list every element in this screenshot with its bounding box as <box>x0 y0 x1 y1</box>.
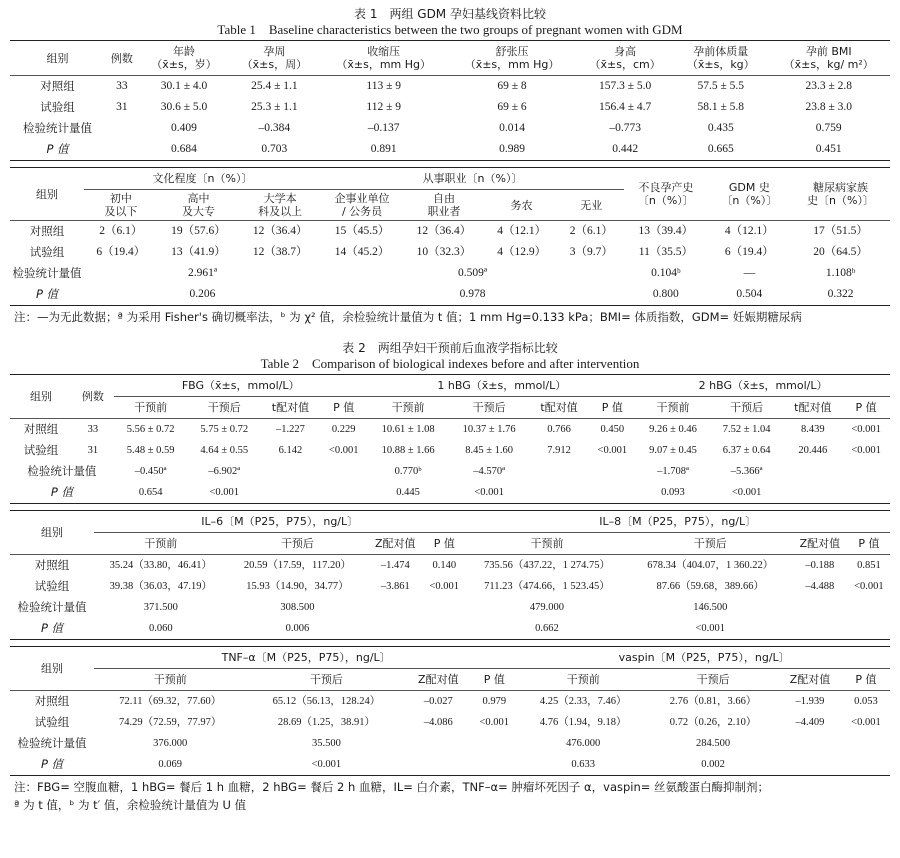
t2c-cell: 对照组 <box>34 694 70 708</box>
t1b-sub-cell: 大学本 科及以上 <box>258 192 303 218</box>
t2b-cell: 对照组 <box>34 558 70 572</box>
t1a-cell: 23.8 ± 3.0 <box>805 101 853 113</box>
table2b-body <box>10 555 890 598</box>
t1b-cell: 12（36.4） <box>416 225 472 237</box>
t2a-cell: 0.450 <box>600 424 625 435</box>
t1b-p-edu: 0.206 <box>189 288 216 300</box>
t2a-cell: 10.88 ± 1.66 <box>381 445 435 456</box>
t2a-stat-label: 检验统计量值 <box>27 464 97 478</box>
t2a-stat-row <box>10 461 890 482</box>
t2b-subheader-cell: Z配对值 <box>374 537 416 550</box>
t2a-cell: <0.001 <box>851 445 881 456</box>
t2c-stat-cell: 476.000 <box>566 738 601 749</box>
t2a-cell: 6.142 <box>278 445 303 456</box>
t2a-cell: 8.45 ± 1.60 <box>465 445 514 456</box>
t2b-p-cell: 0.060 <box>148 623 173 634</box>
t2b-cell: <0.001 <box>429 581 460 592</box>
t2b-subheader-cell: Z配对值 <box>799 537 841 550</box>
t2b-subheader-cell: 干预后 <box>280 537 314 550</box>
t1b-cell: 13（41.9） <box>171 246 226 258</box>
t2b-p-label: P 值 <box>40 621 64 635</box>
t1a-cell: 113 ± 9 <box>366 80 402 92</box>
t1b-p-job: 0.978 <box>459 288 486 300</box>
t1a-cell: 25.3 ± 1.1 <box>251 101 298 113</box>
t2a-group-header: 组别 <box>29 390 52 403</box>
t1b-cell: 2（6.1） <box>569 225 613 237</box>
t2a-row <box>10 440 890 461</box>
t2a-subheader-cell: 干预后 <box>472 401 506 414</box>
t1b-gdm-header: GDM 史 〔n（%）〕 <box>721 181 778 207</box>
t1b-education-header: 文化程度〔n（%）〕 <box>84 168 321 190</box>
t1a-header-cell: 年龄 （x̄±s，岁） <box>151 45 217 71</box>
t2a-cell: 试验组 <box>23 443 59 457</box>
t1a-cell: –0.137 <box>367 122 400 134</box>
t2a-cell: 7.52 ± 1.04 <box>722 424 771 435</box>
table2-note-line2: ª 为 t 值，ᵇ 为 t′ 值，余检验统计量值为 U 值 <box>14 798 247 812</box>
t2a-p-row <box>10 482 890 504</box>
table2c-body <box>10 691 890 734</box>
t1a-cell: 0.989 <box>499 143 525 155</box>
t2b-cell: <0.001 <box>854 581 884 592</box>
table2-part-a <box>10 374 890 504</box>
t1a-cell <box>105 118 139 139</box>
t1a-cell: 156.4 ± 4.7 <box>598 101 652 113</box>
t2a-cell: 8.439 <box>800 424 825 435</box>
table1a-header-row <box>10 41 890 76</box>
t2b-row <box>10 555 890 577</box>
t2a-cell: 0.766 <box>547 424 571 435</box>
t2c-cell: 72.11（69.32，77.60） <box>119 696 222 707</box>
t2b-row <box>10 576 890 597</box>
t1a-cell: 0.442 <box>612 143 639 155</box>
t2a-p-cell: 0.445 <box>396 487 420 498</box>
t2a-p-cell: <0.001 <box>474 487 504 498</box>
t2c-row <box>10 691 890 713</box>
t1a-cell: P 值 <box>46 142 69 156</box>
t2b-p-cell: 0.662 <box>535 623 559 634</box>
t2c-cell: 0.979 <box>482 696 507 707</box>
t2a-subheader-cell: P 值 <box>333 401 355 414</box>
t1b-sub-cell: 自由 职业者 <box>427 192 461 218</box>
t2a-cell: 31 <box>87 445 99 456</box>
t2a-stat-cell: –5.366ª <box>730 466 763 477</box>
t2a-n-header: 例数 <box>81 390 104 403</box>
t1a-header-cell: 孕前体质量 （x̄±s，kg） <box>686 45 755 71</box>
t2b-stat-row <box>10 597 890 618</box>
t2c-p-cell: 0.069 <box>158 759 183 770</box>
t2b-subheader-cell: P 值 <box>858 537 880 550</box>
t1a-cell: 0.684 <box>171 143 197 155</box>
t2a-cell: <0.001 <box>597 445 628 456</box>
t1a-cell: 157.3 ± 5.0 <box>598 80 652 92</box>
t1b-cell: 4（12.1） <box>497 225 547 237</box>
table1-title <box>0 6 900 38</box>
t2c-subheader-cell: 干预后 <box>696 673 730 686</box>
t2a-stat-cell: –4.570ª <box>473 466 506 477</box>
t1a-cell: 0.435 <box>707 122 734 134</box>
t2c-cell: 4.76（1.94，9.18） <box>539 717 627 728</box>
t1b-cell: 试验组 <box>29 245 65 259</box>
t2b-cell: –3.861 <box>380 581 410 592</box>
t1a-cell: 0.409 <box>171 122 197 134</box>
table2-title-cn: 表 2 两组孕妇干预前后血液学指标比较 <box>342 341 558 355</box>
t1a-row <box>10 76 890 98</box>
t2c-cell: –1.939 <box>795 696 825 707</box>
t1b-stat-family: 1.108ᵇ <box>825 267 856 279</box>
t2c-cell: 试验组 <box>34 715 70 729</box>
t2b-p-cell: <0.001 <box>695 623 726 634</box>
table1-title-en: Table 1 Baseline characteristics between the two groups of pregnant women with GDM <box>217 22 683 37</box>
t2c-stat-cell: 35.500 <box>311 738 341 749</box>
t1a-row <box>10 139 890 161</box>
t2a-stat-cell: –0.450ª <box>134 466 167 477</box>
t1b-cell: 13（39.4） <box>638 225 694 237</box>
t2c-header-row <box>10 647 890 669</box>
t1b-adverse-header: 不良孕产史 〔n（%）〕 <box>637 181 694 207</box>
t2a-cell: 9.07 ± 0.45 <box>649 445 697 456</box>
t2b-stat-label: 检验统计量值 <box>17 600 87 614</box>
t1b-sub-cell: 高中 及大专 <box>181 192 215 218</box>
t1b-cell: 4（12.1） <box>724 225 774 237</box>
t2a-2hbg-header: 2 hBG（x̄±s，mmol/L） <box>636 375 890 397</box>
t1b-occupation-header: 从事职业〔n（%）〕 <box>321 168 624 190</box>
t2c-cell: <0.001 <box>479 717 510 728</box>
t1b-cell: 12（38.7） <box>252 246 308 258</box>
t2a-cell: <0.001 <box>851 424 881 435</box>
t2a-subheader-cell: t配对值 <box>271 401 310 414</box>
t2b-cell: 35.24（33.80，46.41） <box>109 560 212 571</box>
t2b-subheader-cell: 干预前 <box>144 537 178 550</box>
t1b-sub-cell: 企事业单位 / 公务员 <box>334 192 390 218</box>
t2b-cell: 20.59（17.59，117.20） <box>243 560 352 571</box>
t1a-header-cell: 身高 （x̄±s，cm） <box>589 45 661 71</box>
t1b-row <box>10 221 890 243</box>
t1b-cell: 6（19.4） <box>96 246 146 258</box>
t1b-cell: 15（45.5） <box>334 225 390 237</box>
t1a-cell: 30.1 ± 4.0 <box>160 80 208 92</box>
t2a-cell: <0.001 <box>328 445 359 456</box>
t2a-cell: –1.227 <box>276 424 305 435</box>
t2c-stat-label: 检验统计量值 <box>17 736 87 750</box>
t2b-subheader-cell: P 值 <box>433 537 455 550</box>
t2b-cell: –0.188 <box>805 560 835 571</box>
table1b-body <box>10 221 890 264</box>
t2c-cell: 74.29（72.59，77.97） <box>119 717 222 728</box>
t2b-cell: 735.56（437.22，1 274.75） <box>483 560 610 571</box>
t2a-subheader-cell: 干预后 <box>207 401 241 414</box>
t2c-stat-row <box>10 733 890 754</box>
t1a-cell: 对照组 <box>40 79 75 93</box>
t2c-cell: 28.69（1.25，38.91） <box>277 717 375 728</box>
t2c-group-header: 组别 <box>41 662 63 675</box>
t2a-p-cell: <0.001 <box>731 487 762 498</box>
t2c-subheader-cell: 干预前 <box>566 673 600 686</box>
t1a-cell: 33 <box>116 80 128 92</box>
t1b-sub-cell: 初中 及以下 <box>104 192 138 218</box>
t1a-cell: 31 <box>116 101 128 113</box>
t2b-stat-cell: 308.500 <box>280 602 315 613</box>
table2-note-line1: 注：FBG= 空腹血糖，1 hBG= 餐后 1 h 血糖，2 hBG= 餐后 2 h 血糖，IL= 白介素，TNF–α= 肿瘤坏死因子 α，vaspin= 丝氨酸蛋白酶抑制剂； <box>14 780 770 794</box>
t2a-subheader-cell: P 值 <box>855 401 877 414</box>
t1b-cell: 14（45.2） <box>334 246 390 258</box>
t1a-cell: 23.3 ± 2.8 <box>805 80 853 92</box>
t2b-cell: 0.851 <box>857 560 881 571</box>
t2a-subheader-cell: 干预后 <box>730 401 764 414</box>
t2a-cell: 5.48 ± 0.59 <box>126 445 175 456</box>
t2c-p-label: P 值 <box>40 757 64 771</box>
t1b-cell: 2（6.1） <box>99 225 143 237</box>
t2a-subheader-cell: 干预前 <box>391 401 425 414</box>
t2c-cell: <0.001 <box>851 717 881 728</box>
t2b-header-row <box>10 511 890 533</box>
t2b-cell: 711.23（474.66，1 523.45） <box>484 581 610 592</box>
table1b-header-row <box>10 168 890 190</box>
t2b-il8-header: IL–8〔M（P25，P75），ng/L〕 <box>465 511 890 533</box>
t2c-cell: 0.72（0.26，2.10） <box>669 717 757 728</box>
t2c-stat-cell: 284.500 <box>696 738 731 749</box>
t2a-stat-cell: 0.770ᵇ <box>394 466 422 477</box>
t1a-cell: –0.384 <box>258 122 291 134</box>
t2b-cell: –4.488 <box>805 581 835 592</box>
t1b-cell: 11（35.5） <box>638 246 693 258</box>
t2b-subheader-row <box>10 533 890 555</box>
t1b-cell: 19（57.6） <box>171 225 226 237</box>
t2c-tnf-header: TNF–α〔M（P25，P75），ng/L〕 <box>94 647 518 669</box>
t2b-subheader-cell: 干预前 <box>530 537 564 550</box>
t2c-cell: –0.027 <box>423 696 453 707</box>
t2a-cell: 10.37 ± 1.76 <box>462 424 516 435</box>
t1b-p-row <box>10 284 890 306</box>
t2b-il6-header: IL–6〔M（P25，P75），ng/L〕 <box>94 511 465 533</box>
t2a-subheader-cell: 干预前 <box>656 401 690 414</box>
t2a-cell: 0.229 <box>331 424 356 435</box>
t2c-subheader-row <box>10 669 890 691</box>
t2b-subheader-cell: 干预后 <box>693 537 727 550</box>
t1a-cell: 0.451 <box>815 143 842 155</box>
t1a-row <box>10 97 890 118</box>
t2a-subheader-cell: 干预前 <box>134 401 168 414</box>
t1b-cell: 3（9.7） <box>569 246 613 258</box>
t2a-cell: 5.75 ± 0.72 <box>200 424 249 435</box>
t1a-cell <box>105 139 139 161</box>
t1b-cell: 12（36.4） <box>252 225 308 237</box>
t2a-p-label: P 值 <box>50 485 73 499</box>
t1a-row <box>10 118 890 139</box>
t1a-cell: 0.665 <box>707 143 734 155</box>
t1b-sub-cell: 务农 <box>510 198 533 212</box>
t2c-subheader-cell: P 值 <box>855 673 877 686</box>
t2c-subheader-cell: Z配对值 <box>418 673 459 686</box>
t2c-p-cell: <0.001 <box>311 759 342 770</box>
t1b-family-header: 糖尿病家族 史〔n（%）〕 <box>807 181 874 207</box>
t1b-cell: 17（51.5） <box>813 225 868 237</box>
t2b-cell: 试验组 <box>34 579 70 593</box>
t2a-subheader-cell: P 值 <box>601 401 623 414</box>
t2b-cell: –1.474 <box>380 560 410 571</box>
t2b-stat-cell: 479.000 <box>529 602 565 613</box>
t2a-p-cell: 0.654 <box>138 487 163 498</box>
t1a-cell: 58.1 ± 5.8 <box>697 101 745 113</box>
table1a-body <box>10 76 890 161</box>
t1a-cell: 0.703 <box>261 143 288 155</box>
t1b-cell: 对照组 <box>29 224 65 238</box>
t2a-cell: 33 <box>87 424 99 435</box>
t2c-subheader-cell: 干预后 <box>309 673 343 686</box>
t1a-cell: 0.014 <box>499 122 525 134</box>
table1-part-a <box>10 40 890 161</box>
t1a-cell: 112 ± 9 <box>366 101 402 113</box>
t2a-p-cell: <0.001 <box>209 487 240 498</box>
t1b-stat-gdm: — <box>743 267 756 279</box>
t2c-p-cell: 0.633 <box>571 759 596 770</box>
table2a-body <box>10 419 890 462</box>
t2a-row <box>10 419 890 441</box>
t1a-header-cell: 孕周 （x̄±s，周） <box>241 45 308 71</box>
t2a-cell: 10.61 ± 1.08 <box>381 424 435 435</box>
t2c-cell: 2.76（0.81，3.66） <box>669 696 757 707</box>
t1b-cell: 20（64.5） <box>813 246 868 258</box>
t1a-cell: 69 ± 8 <box>497 80 527 92</box>
t2b-p-row <box>10 618 890 640</box>
t2b-p-cell: 0.006 <box>285 623 310 634</box>
t1b-stat-label: 检验统计量值 <box>12 266 82 280</box>
t2c-p-cell: 0.002 <box>701 759 725 770</box>
t1b-sub-cell: 无业 <box>580 198 603 212</box>
t2a-cell: 9.26 ± 0.46 <box>649 424 697 435</box>
t2a-cell: 对照组 <box>23 422 59 436</box>
table1-part-b <box>10 167 890 306</box>
t2a-stat-cell: –6.902ª <box>208 466 241 477</box>
t2a-1hbg-header: 1 hBG（x̄±s，mmol/L） <box>368 375 637 397</box>
t2c-cell: 65.12（56.13，128.24） <box>272 696 381 707</box>
t2a-cell: 4.64 ± 0.55 <box>200 445 249 456</box>
t1a-cell: 检验统计量值 <box>22 121 92 135</box>
table2-title <box>0 340 900 372</box>
t1b-p-gdm: 0.504 <box>736 288 763 300</box>
t2a-cell: 7.912 <box>547 445 571 456</box>
t1a-header-cell: 舒张压 （x̄±s，mm Hg） <box>464 45 560 71</box>
t1a-header-cell: 组别 <box>46 51 69 65</box>
t1a-cell: 0.891 <box>370 143 397 155</box>
t1a-cell: –0.773 <box>609 122 641 134</box>
t1a-header-cell: 孕前 BMI （x̄±s，kg/ m²） <box>783 45 874 71</box>
t2a-cell: 5.56 ± 0.72 <box>126 424 175 435</box>
t2c-cell: 4.25（2.33，7.46） <box>539 696 627 707</box>
t1b-p-label: P 值 <box>35 287 59 301</box>
t2c-cell: –4.409 <box>795 717 825 728</box>
t2a-cell: 6.37 ± 0.64 <box>722 445 771 456</box>
t2a-subheader-cell: t配对值 <box>794 401 832 414</box>
t1a-header-cell: 收缩压 （x̄±s，mm Hg） <box>336 45 432 71</box>
table2-part-c <box>10 646 890 776</box>
t1a-cell: 试验组 <box>40 100 75 114</box>
t2a-subheader-row <box>10 397 890 419</box>
t1b-stat-adverse: 0.104ᵇ <box>651 267 681 279</box>
t2c-cell: –4.086 <box>423 717 453 728</box>
t2b-cell: 87.66（59.68，389.66） <box>656 581 765 592</box>
t1a-cell: 57.5 ± 5.5 <box>697 80 745 92</box>
t1a-cell: 69 ± 6 <box>497 101 527 113</box>
t2a-cell: 20.446 <box>798 445 828 456</box>
t2c-row <box>10 712 890 733</box>
t1b-group-header: 组别 <box>36 187 58 201</box>
t1b-cell: 4（12.9） <box>497 246 547 258</box>
t2c-vaspin-header: vaspin〔M（P25，P75），ng/L〕 <box>518 647 890 669</box>
t1b-p-adverse: 0.800 <box>652 288 679 300</box>
t2c-cell: 0.053 <box>854 696 878 707</box>
t2c-subheader-cell: Z配对值 <box>789 673 831 686</box>
t2b-cell: 15.93（14.90，34.77） <box>246 581 349 592</box>
t2c-stat-cell: 376.000 <box>153 738 188 749</box>
t1b-row <box>10 242 890 263</box>
t1b-stat-row <box>10 263 890 284</box>
table2-title-en: Table 2 Comparison of biological indexes before and after intervention <box>260 356 640 371</box>
t1a-cell: 25.4 ± 1.1 <box>251 80 298 92</box>
t2a-p-cell: 0.093 <box>661 487 685 498</box>
t1b-p-family: 0.322 <box>827 288 854 300</box>
t2b-stat-cell: 371.500 <box>143 602 178 613</box>
t2a-fbg-header: FBG（x̄±s，mmol/L） <box>114 375 368 397</box>
t1a-cell: 0.759 <box>815 122 842 134</box>
t1a-header-cell: 例数 <box>110 51 133 65</box>
t2c-p-row <box>10 754 890 776</box>
t1a-cell: 30.6 ± 5.0 <box>160 101 208 113</box>
t2b-cell: 0.140 <box>432 560 457 571</box>
t2a-header-row <box>10 375 890 397</box>
table1-title-cn: 表 1 两组 GDM 孕妇基线资料比较 <box>354 7 546 21</box>
t1b-cell: 6（19.4） <box>724 246 774 258</box>
t2b-cell: 39.38（36.03，47.19） <box>109 581 212 592</box>
t1b-stat-edu: 2.961ª <box>187 267 218 279</box>
t2b-group-header: 组别 <box>41 526 63 539</box>
table1-note: 注：—为无此数据；ª 为采用 Fisher's 确切概率法，ᵇ 为 χ² 值，余检验统计量值为 t 值；1 mm Hg=0.133 kPa；BMI= 体质指数，GDM= 妊娠期糖尿病 <box>14 310 802 324</box>
t2b-cell: 678.34（404.07，1 360.22） <box>647 560 774 571</box>
t2b-stat-cell: 146.500 <box>693 602 728 613</box>
t2c-subheader-cell: 干预前 <box>153 673 187 686</box>
t2a-stat-cell: –1.708ª <box>657 466 689 477</box>
t1b-stat-job: 0.509ª <box>458 267 488 279</box>
t1b-cell: 10（32.3） <box>416 246 472 258</box>
t2c-subheader-cell: P 值 <box>483 673 505 686</box>
t2a-subheader-cell: t配对值 <box>540 401 578 414</box>
table2-part-b <box>10 510 890 640</box>
